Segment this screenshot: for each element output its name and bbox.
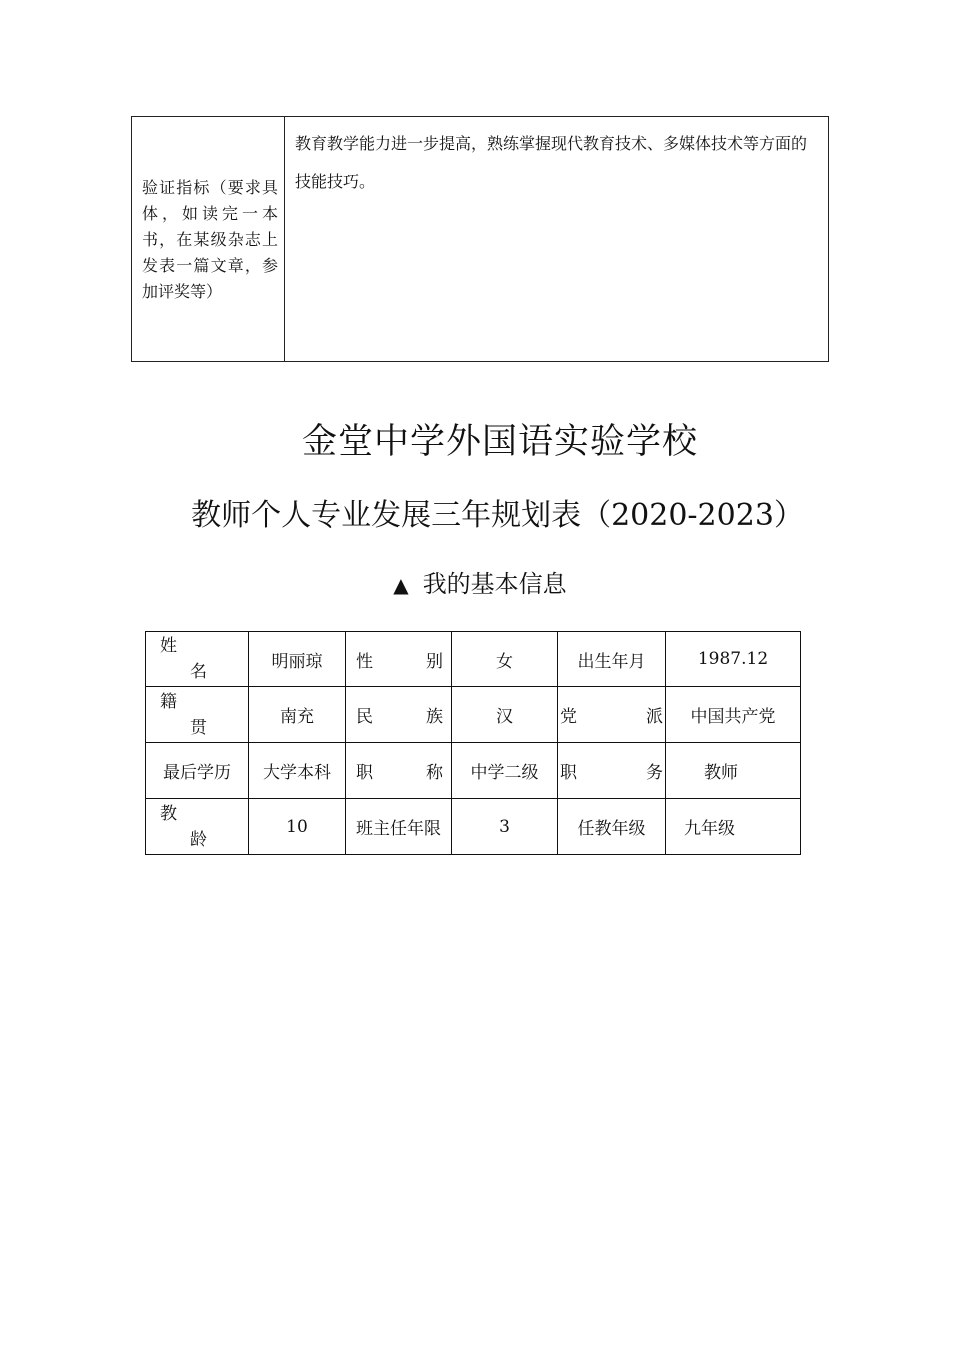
ethnic-value: 汉 — [452, 687, 558, 743]
table-row — [146, 743, 801, 799]
verification-table — [131, 116, 829, 362]
party-label: 党 派 — [558, 687, 666, 743]
duty-label: 职 务 — [558, 743, 666, 799]
party-value: 中国共产党 — [666, 687, 801, 743]
birth-value: 1987.12 — [666, 632, 801, 687]
name-label: 姓 名 — [146, 632, 249, 687]
table-row — [146, 799, 801, 855]
birth-label: 出生年月 — [558, 632, 666, 687]
title-label: 职 称 — [346, 743, 452, 799]
teaching-years-value: 10 — [249, 799, 346, 855]
gender-label: 性 别 — [346, 632, 452, 687]
teaching-years-label: 教 龄 — [146, 799, 249, 855]
plan-title: 教师个人专业发展三年规划表（2020-2023） — [191, 498, 804, 533]
head-teacher-years-label: 班主任年限 — [346, 799, 452, 855]
verification-content: 教育教学能力进一步提高，熟练掌握现代教育技术、多媒体技术等方面的技能技巧。 — [295, 134, 808, 191]
grade-label: 任教年级 — [558, 799, 666, 855]
verification-label: 验证指标（要求具体，如读完一本书，在某级杂志上发表一篇文章，参加评奖等） — [132, 117, 285, 361]
triangle-icon: ▲ — [393, 573, 409, 597]
duty-value: 教师 — [666, 743, 801, 799]
section-heading-text: 我的基本信息 — [422, 570, 567, 598]
grade-value: 九年级 — [666, 799, 801, 855]
gender-value: 女 — [452, 632, 558, 687]
ethnic-label: 民 族 — [346, 687, 452, 743]
school-title: 金堂中学外国语实验学校 — [301, 422, 698, 462]
name-value: 明丽琼 — [249, 632, 346, 687]
title-value: 中学二级 — [452, 743, 558, 799]
basic-info-table — [145, 631, 801, 855]
head-teacher-years-value: 3 — [452, 799, 558, 855]
table-row — [146, 687, 801, 743]
section-heading — [0, 564, 960, 599]
education-label: 最后学历 — [146, 743, 249, 799]
education-value: 大学本科 — [249, 743, 346, 799]
table-row — [146, 632, 801, 687]
origin-label: 籍 贯 — [146, 687, 249, 743]
origin-value: 南充 — [249, 687, 346, 743]
